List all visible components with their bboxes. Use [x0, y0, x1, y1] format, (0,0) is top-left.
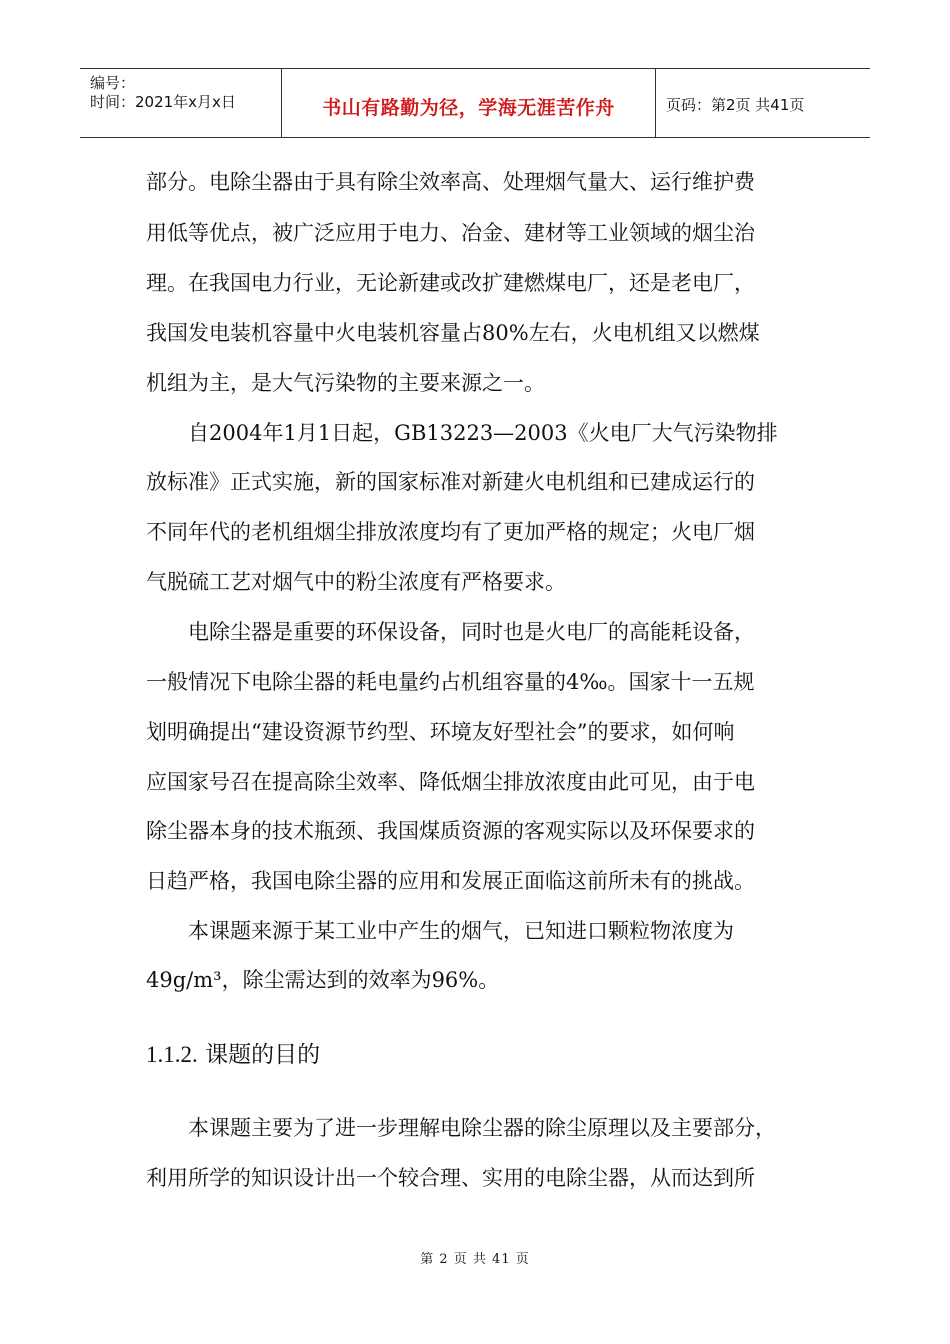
- body-line: 我国发电装机容量中火电装机容量占80%左右，火电机组又以燃煤: [146, 321, 760, 345]
- body-line: 一般情况下电除尘器的耗电量约占机组容量的4‰。国家十一五规: [146, 670, 755, 694]
- section-number: 1.1.2.: [146, 1042, 198, 1067]
- header-motto-cell: [282, 69, 656, 137]
- body-line: 气脱硫工艺对烟气中的粉尘浓度有严格要求。: [146, 570, 566, 594]
- body-line: 用低等优点，被广泛应用于电力、冶金、建材等工业领域的烟尘治: [146, 221, 755, 245]
- body-line: 利用所学的知识设计出一个较合理、实用的电除尘器，从而达到所: [146, 1166, 755, 1190]
- body-line: 自2004年1月1日起，GB13223—2003《火电厂大气污染物排: [146, 421, 778, 445]
- body-line: 划明确提出“建设资源节约型、环境友好型社会”的要求，如何响: [146, 720, 735, 744]
- time-label: 时间：2021年x月x日: [90, 93, 236, 111]
- motto: 书山有路勤为径，学海无涯苦作舟: [322, 97, 615, 119]
- page-info: 页码：第2页 共41页: [666, 96, 805, 114]
- body-line: 不同年代的老机组烟尘排放浓度均有了更加严格的规定；火电厂烟: [146, 520, 755, 544]
- body-line: 49g/m³，除尘需达到的效率为96%。: [146, 968, 500, 992]
- body-line: 理。在我国电力行业，无论新建或改扩建燃煤电厂，还是老电厂，: [146, 271, 755, 295]
- body-line: 电除尘器是重要的环保设备，同时也是火电厂的高能耗设备，: [146, 620, 755, 644]
- section-heading: [146, 1041, 320, 1069]
- code-label: 编号：: [90, 74, 136, 92]
- body-line: 日趋严格，我国电除尘器的应用和发展正面临这前所未有的挑战。: [146, 869, 755, 893]
- page-footer: 第 2 页 共 41 页: [420, 1252, 530, 1267]
- body-line: 部分。电除尘器由于具有除尘效率高、处理烟气量大、运行维护费: [146, 170, 755, 194]
- body-line: 机组为主，是大气污染物的主要来源之一。: [146, 371, 545, 395]
- body-line: 除尘器本身的技术瓶颈、我国煤质资源的客观实际以及环保要求的: [146, 819, 755, 843]
- header-table: [80, 68, 870, 138]
- body-line: 应国家号召在提高除尘效率、降低烟尘排放浓度由此可见，由于电: [146, 770, 755, 794]
- body-line: 本课题主要为了进一步理解电除尘器的除尘原理以及主要部分，: [146, 1116, 776, 1140]
- body-line: 本课题来源于某工业中产生的烟气，已知进口颗粒物浓度为: [146, 919, 734, 943]
- header-page-cell: [656, 69, 870, 137]
- header-meta-cell: [80, 69, 282, 137]
- section-title: 课题的目的: [205, 1042, 321, 1068]
- body-line: 放标准》正式实施，新的国家标准对新建火电机组和已建成运行的: [146, 470, 755, 494]
